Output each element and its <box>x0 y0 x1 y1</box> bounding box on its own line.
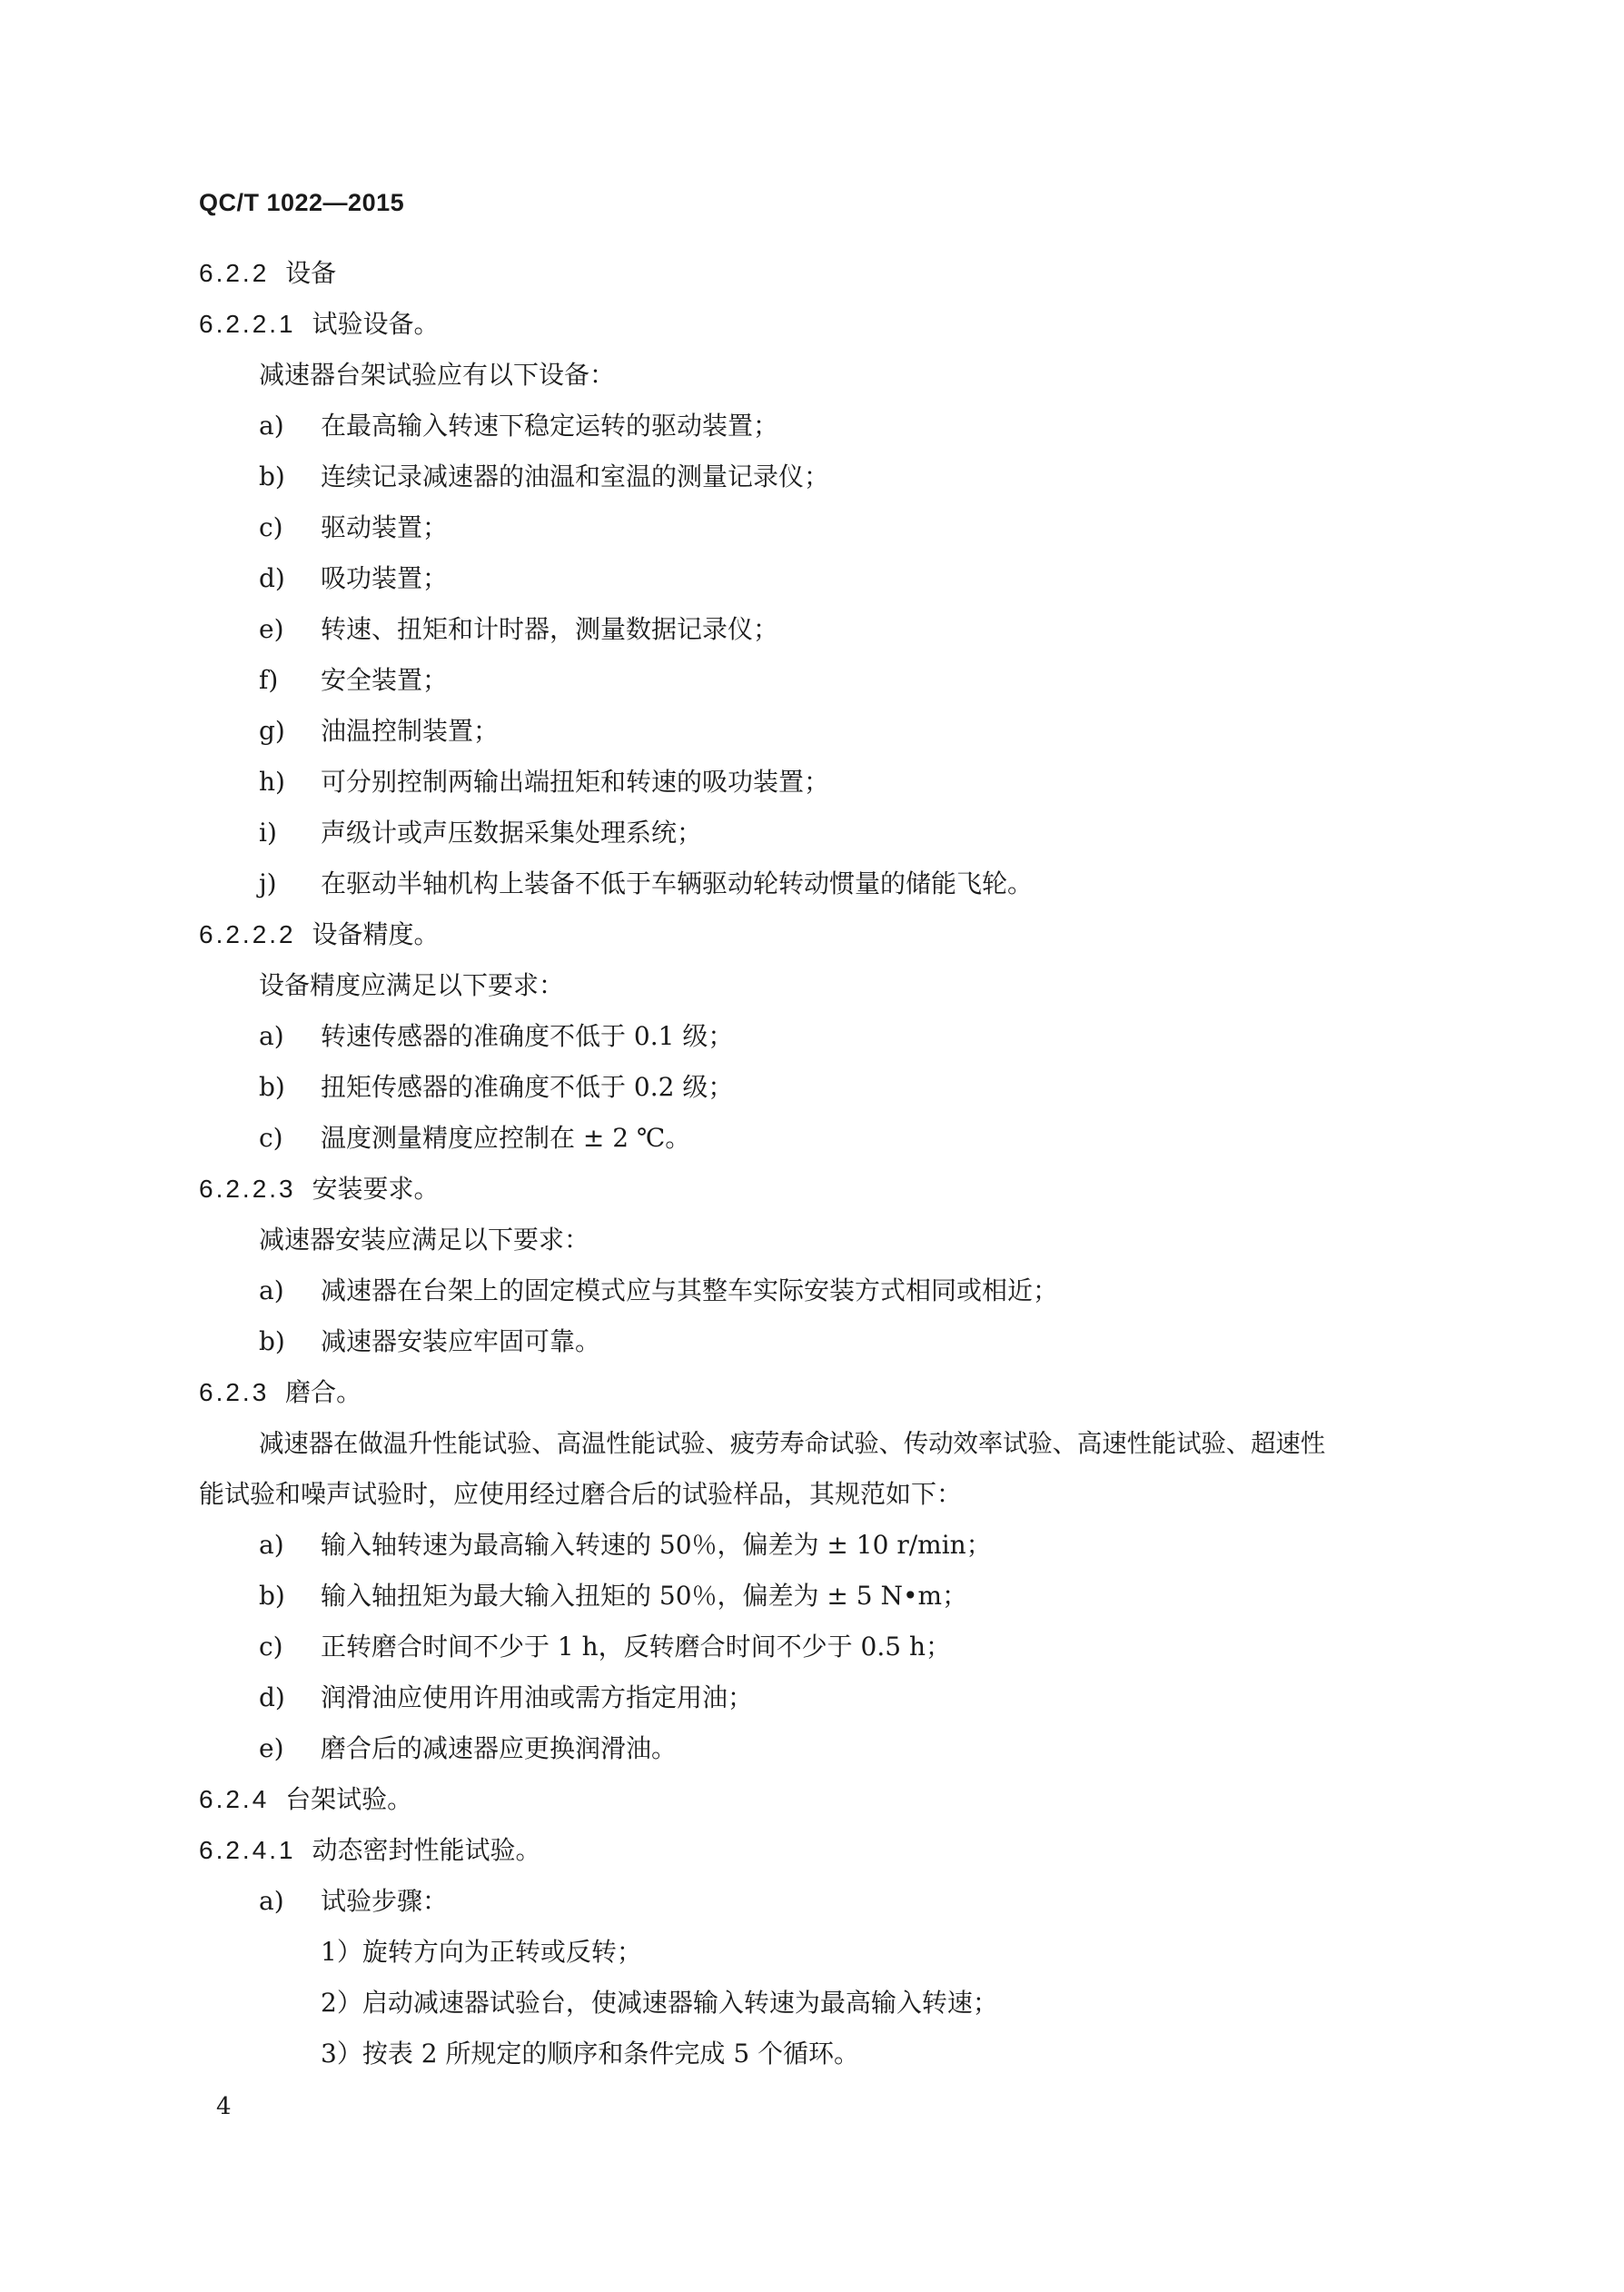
paragraph-continuation: 能试验和噪声试验时，应使用经过磨合后的试验样品，其规范如下： <box>199 1479 963 1509</box>
list-text: 在驱动半轴机构上装备不低于车辆驱动轮转动惯量的储能飞轮。 <box>321 868 1034 898</box>
list-label: d) <box>259 1682 285 1712</box>
list-label: e) <box>259 614 284 644</box>
paragraph: 减速器台架试验应有以下设备： <box>259 360 616 390</box>
list-label: c) <box>259 1123 283 1153</box>
list-label: j) <box>259 868 277 898</box>
section-number: 6.2.4.1 <box>199 1836 296 1864</box>
list-text: 正转磨合时间不少于 1 h，反转磨合时间不少于 0.5 h； <box>321 1632 952 1662</box>
sub-list-item: 2）启动减速器试验台，使减速器输入转速为最高输入转速； <box>321 1988 998 2018</box>
list-text: 在最高输入转速下稳定运转的驱动装置； <box>321 411 779 441</box>
list-item <box>259 562 448 595</box>
list-text: 油温控制装置； <box>321 716 500 746</box>
list-text: 磨合后的减速器应更换润滑油。 <box>321 1733 678 1763</box>
list-label: a) <box>259 1530 284 1560</box>
list-text: 减速器安装应牢固可靠。 <box>321 1326 601 1356</box>
list-label: a) <box>259 1275 284 1305</box>
list-text: 输入轴转速为最高输入转速的 50％，偏差为 ± 10 r/min； <box>321 1530 992 1560</box>
list-item <box>259 817 702 849</box>
list-text: 安全装置； <box>321 665 449 695</box>
list-label: e) <box>259 1733 284 1763</box>
section-title: 台架试验。 <box>285 1784 413 1814</box>
list-label: c) <box>259 1632 283 1662</box>
list-item <box>259 511 448 544</box>
list-item <box>259 1885 448 1918</box>
sub-list-item: 3）按表 2 所规定的顺序和条件完成 5 个循环。 <box>321 2039 860 2069</box>
paragraph: 减速器安装应满足以下要求： <box>259 1225 590 1255</box>
list-label: d) <box>259 563 285 593</box>
list-label: i) <box>259 818 277 848</box>
list-text: 温度测量精度应控制在 ± 2 ℃。 <box>321 1123 691 1153</box>
list-item <box>259 1122 690 1155</box>
section-number: 6.2.2.1 <box>199 310 296 338</box>
list-item <box>259 715 499 748</box>
list-label: a) <box>259 1021 284 1051</box>
list-item <box>259 868 1033 900</box>
list-text: 输入轴扭矩为最大输入扭矩的 50％，偏差为 ± 5 N•m； <box>321 1581 968 1611</box>
section-title: 安装要求。 <box>312 1174 440 1204</box>
list-item <box>259 1631 951 1663</box>
list-label: b) <box>259 1581 285 1611</box>
section-title: 试验设备。 <box>312 309 440 339</box>
list-item <box>259 1580 967 1612</box>
list-text: 吸功装置； <box>321 563 449 593</box>
list-item <box>259 1020 733 1053</box>
list-item <box>259 1275 1058 1307</box>
list-label: b) <box>259 1326 285 1356</box>
section-heading-6-2-2-3 <box>199 1173 439 1206</box>
list-item <box>259 1529 992 1562</box>
list-item <box>259 461 829 493</box>
section-heading-6-2-4 <box>199 1783 412 1816</box>
section-number: 6.2.2.3 <box>199 1175 296 1203</box>
list-item <box>259 664 448 697</box>
list-text: 减速器在台架上的固定模式应与其整车实际安装方式相同或相近； <box>321 1275 1059 1305</box>
paragraph: 设备精度应满足以下要求： <box>259 970 565 1000</box>
list-text: 转速传感器的准确度不低于 0.1 级； <box>321 1021 734 1051</box>
list-text: 扭矩传感器的准确度不低于 0.2 级； <box>321 1072 734 1102</box>
page-number: 4 <box>216 2093 232 2120</box>
list-item <box>259 1732 677 1765</box>
sub-list-item: 1）旋转方向为正转或反转； <box>321 1937 642 1967</box>
list-text: 转速、扭矩和计时器，测量数据记录仪； <box>321 614 779 644</box>
list-item <box>259 410 778 442</box>
list-label: b) <box>259 1072 285 1102</box>
list-text: 连续记录减速器的油温和室温的测量记录仪； <box>321 461 830 491</box>
list-item <box>259 766 829 799</box>
section-number: 6.2.2.2 <box>199 920 296 948</box>
list-label: a) <box>259 411 284 441</box>
list-item <box>259 613 778 646</box>
section-number: 6.2.2 <box>199 259 270 287</box>
list-item <box>259 1682 753 1714</box>
list-text: 驱动装置； <box>321 512 449 542</box>
list-label: g) <box>259 716 285 746</box>
standard-code: QC/T 1022—2015 <box>199 189 405 216</box>
section-heading-6-2-2-2 <box>199 918 439 951</box>
list-text: 润滑油应使用许用油或需方指定用油； <box>321 1682 754 1712</box>
section-number: 6.2.3 <box>199 1378 270 1406</box>
list-text: 声级计或声压数据采集处理系统； <box>321 818 703 848</box>
list-label: a) <box>259 1886 284 1916</box>
section-title: 动态密封性能试验。 <box>312 1835 541 1865</box>
list-label: b) <box>259 461 285 491</box>
list-text: 试验步骤： <box>321 1886 449 1916</box>
list-item <box>259 1071 733 1104</box>
paragraph: 减速器在做温升性能试验、高温性能试验、疲劳寿命试验、传动效率试验、高速性能试验、超速性 <box>259 1429 1325 1458</box>
section-heading-6-2-3 <box>199 1376 361 1409</box>
list-label: c) <box>259 512 283 542</box>
section-title: 设备精度。 <box>312 919 440 949</box>
section-heading-6-2-2-1 <box>199 308 439 341</box>
list-text: 可分别控制两输出端扭矩和转速的吸功装置； <box>321 767 830 797</box>
section-heading-6-2-4-1 <box>199 1834 540 1867</box>
section-title: 设备 <box>285 258 337 288</box>
section-heading-6-2-2 <box>199 257 336 290</box>
list-label: h) <box>259 767 285 797</box>
section-number: 6.2.4 <box>199 1785 270 1813</box>
list-label: f) <box>259 665 279 695</box>
list-item <box>259 1325 600 1358</box>
section-title: 磨合。 <box>285 1377 362 1407</box>
